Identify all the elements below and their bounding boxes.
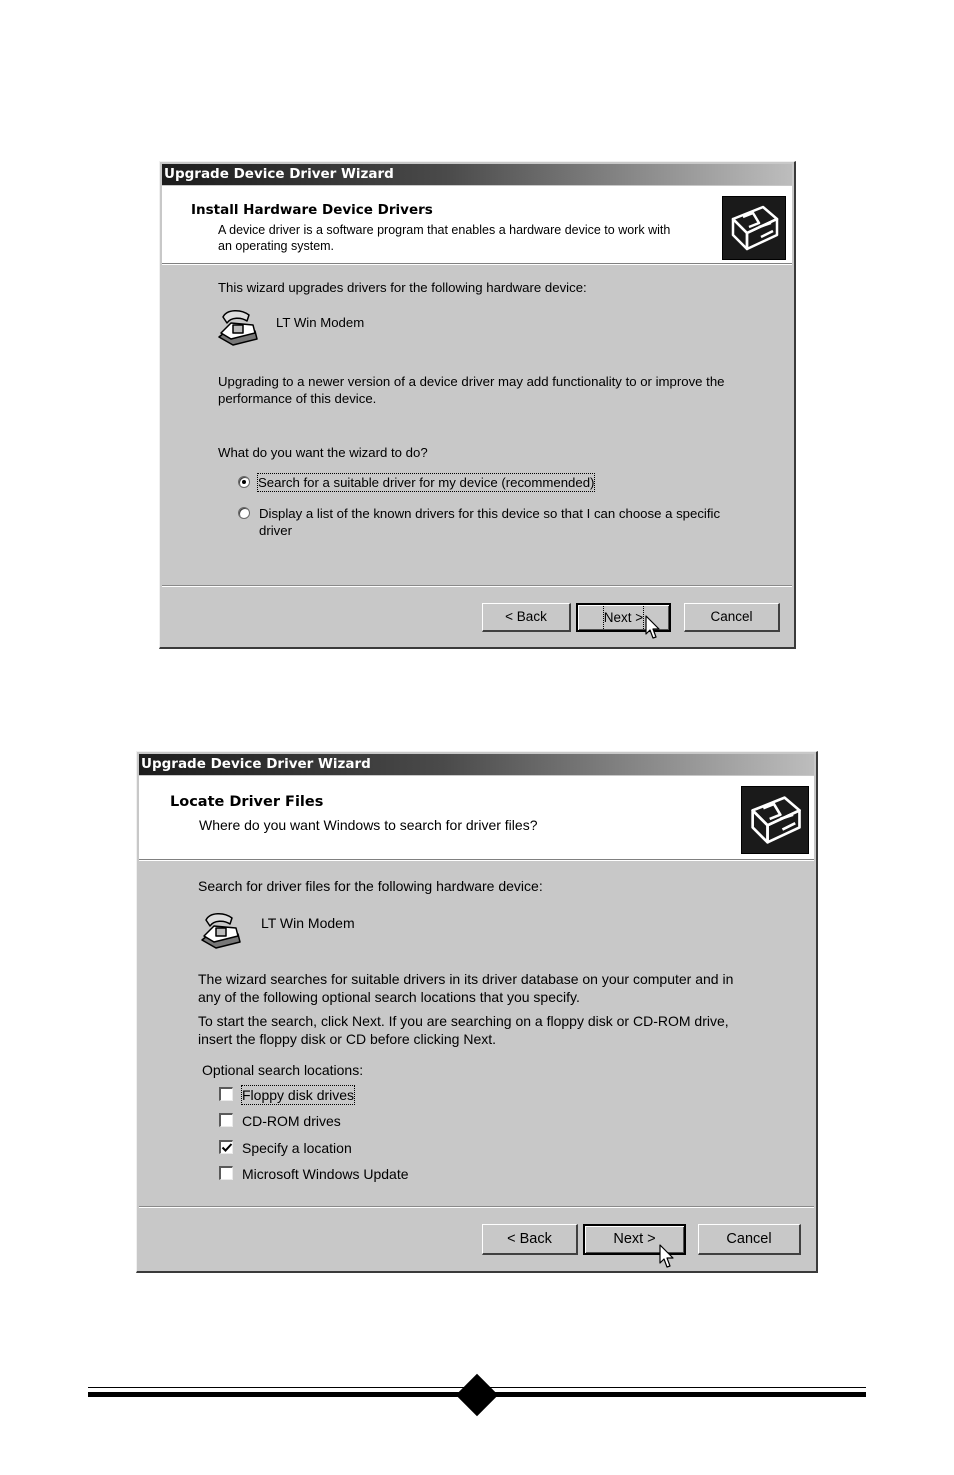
option-display-label-line2[interactable]: driver <box>259 523 292 538</box>
install-drivers-dialog <box>159 161 796 649</box>
specify-label[interactable]: Specify a location <box>242 1140 352 1156</box>
intro-text: This wizard upgrades drivers for the following hardware device: <box>218 280 587 295</box>
header-subtitle-line1: A device driver is a software program that enables a hardware device to work with <box>218 223 671 237</box>
info1-line1: The wizard searches for suitable drivers in its driver database on your computer and in <box>198 971 734 987</box>
info1-line2: any of the following optional search locations that you specify. <box>198 989 580 1005</box>
back-button[interactable]: < Back <box>482 603 571 632</box>
floppy-label[interactable]: Floppy disk drives <box>242 1087 355 1103</box>
header-subtitle-line2: an operating system. <box>218 239 335 253</box>
hardware-wizard-icon <box>741 786 809 854</box>
wizard-header <box>139 776 814 860</box>
locate-driver-files-dialog <box>136 751 818 1273</box>
next-button-label: Next > <box>613 1231 656 1247</box>
info2-line2: insert the floppy disk or CD before clicking Next. <box>198 1031 497 1047</box>
header-title: Locate Driver Files <box>170 794 324 810</box>
question-text: What do you want the wizard to do? <box>218 445 428 460</box>
windows-update-label[interactable]: Microsoft Windows Update <box>242 1166 409 1182</box>
cancel-button[interactable]: Cancel <box>698 1224 801 1255</box>
device-name: LT Win Modem <box>276 315 365 330</box>
info2-line1: To start the search, click Next. If you are searching on a floppy disk or CD-ROM drive, <box>198 1013 729 1029</box>
radio-selected-dot <box>242 480 246 484</box>
cdrom-label[interactable]: CD-ROM drives <box>242 1113 341 1129</box>
wizard-header <box>162 186 792 264</box>
optional-locations-label: Optional search locations: <box>202 1062 364 1078</box>
checkmark-icon <box>221 1142 233 1154</box>
header-divider <box>162 264 792 265</box>
header-divider <box>139 860 814 861</box>
option-display-label-line1[interactable]: Display a list of the known drivers for this device so that I can choose a specific <box>259 506 721 521</box>
checkbox-specify[interactable] <box>219 1140 233 1154</box>
header-subtitle: Where do you want Windows to search for driver files? <box>199 817 538 833</box>
device-name: LT Win Modem <box>261 915 355 931</box>
mouse-cursor-icon <box>659 1244 675 1270</box>
next-button-label: Next > <box>604 605 643 630</box>
info-line2: performance of this device. <box>218 391 377 406</box>
header-title: Install Hardware Device Drivers <box>191 202 433 218</box>
radio-display-list[interactable] <box>238 507 250 519</box>
radio-search-driver[interactable] <box>238 476 250 488</box>
checkbox-floppy[interactable] <box>219 1087 233 1101</box>
cancel-button[interactable]: Cancel <box>684 603 780 632</box>
hardware-wizard-icon <box>722 196 786 260</box>
option-search-label[interactable]: Search for a suitable driver for my device (recommended) <box>258 475 595 490</box>
intro-text: Search for driver files for the following hardware device: <box>198 878 543 894</box>
checkbox-windows-update[interactable] <box>219 1166 233 1180</box>
modem-phone-icon <box>198 910 244 950</box>
info-line1: Upgrading to a newer version of a device driver may add functionality to or improve the <box>218 374 725 389</box>
back-button[interactable]: < Back <box>482 1224 578 1255</box>
title-bar[interactable]: Upgrade Device Driver Wizard <box>162 164 792 185</box>
title-bar[interactable]: Upgrade Device Driver Wizard <box>139 754 814 775</box>
modem-phone-icon <box>215 307 261 347</box>
footer-separator <box>139 1206 814 1208</box>
footer-separator <box>162 585 792 587</box>
checkbox-cdrom[interactable] <box>219 1113 233 1127</box>
mouse-cursor-icon <box>645 615 661 641</box>
diamond-ornament <box>456 1374 498 1416</box>
